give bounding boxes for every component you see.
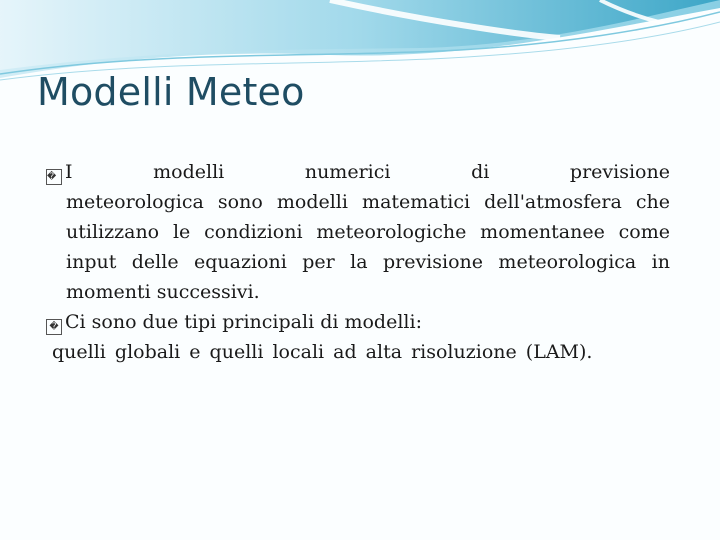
word-4: di bbox=[471, 161, 490, 183]
paragraph-first-line bbox=[46, 157, 670, 187]
bullet-icon: � bbox=[46, 169, 62, 185]
word-2: modelli bbox=[153, 161, 225, 183]
model-types-line-1: Ci sono due tipi principali di modelli: bbox=[65, 311, 422, 333]
word-3: numerici bbox=[304, 161, 391, 183]
paragraph-model-types bbox=[46, 307, 676, 367]
word-1: I bbox=[65, 161, 73, 183]
slide-body bbox=[46, 157, 676, 367]
model-types-line-2: quelli globali e quelli locali ad alta risoluzione (LAM). bbox=[52, 341, 593, 363]
bullet-icon: � bbox=[46, 319, 62, 335]
word-5: previsione bbox=[569, 161, 670, 183]
slide-title: Modelli Meteo bbox=[37, 70, 305, 114]
paragraph-rest-text: meteorologica sono modelli matematici dell'atmosfera che utilizzano le condizioni meteorologiche momentanee come input delle equazioni per la previsione meteorologica in momenti successivi. bbox=[66, 191, 670, 303]
paragraph-models-definition bbox=[46, 157, 670, 307]
